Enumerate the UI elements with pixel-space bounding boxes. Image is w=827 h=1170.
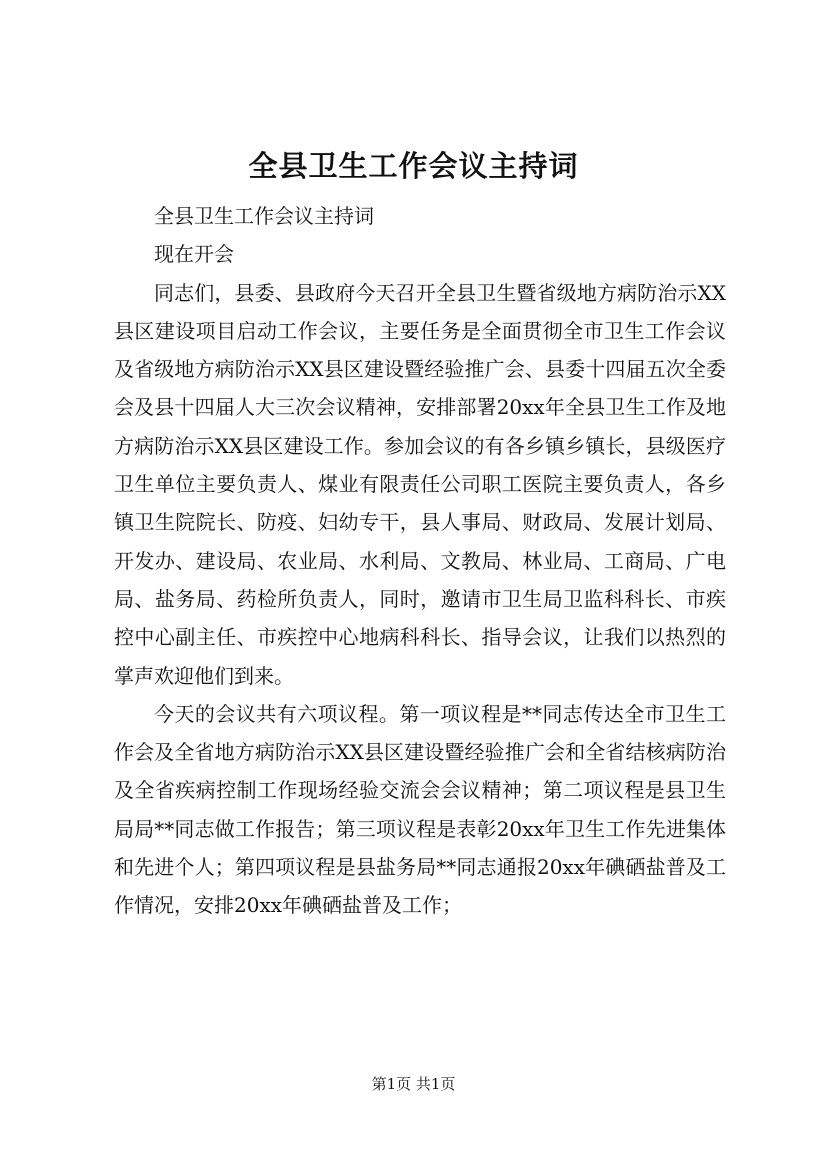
paragraph-opening: 现在开会 bbox=[154, 242, 234, 267]
page-number-label: 第1页 共1页 bbox=[371, 1075, 456, 1093]
document-title: 全县卫生工作会议主持词 bbox=[248, 149, 579, 183]
paragraph-introduction: 同志们，县委、县政府今天召开全县卫生暨省级地方病防治示XX县区建设项目启动工作会议，主要任务是全面贯彻全市卫生工作会议及省级地方病防治示XX县区建设暨经验推广会、县委十四届五次全委会及县十四届人大三次会议精神，安排部署20xx年全县卫生工作及地方病防治示XX县区建设工作。参加会议的有各乡镇乡镇长，县级医疗卫生单位主要负责人、煤业有限责任公司职工医院主要负责人，各乡镇卫生院院长、防疫、妇幼专干，县人事局、财政局、发展计划局、开发办、建设局、农业局、水利局、文教局、林业局、工商局、广电局、盐务局、药检所负责人，同时，邀请市卫生局卫监科科长、市疾控中心副主任、市疾控中心地病科科长、指导会议，让我们以热烈的掌声欢迎他们到来。 bbox=[114, 280, 726, 688]
document-body bbox=[114, 197, 726, 925]
paragraph-agenda: 今天的会议共有六项议程。第一项议程是**同志传达全市卫生工作会及全省地方病防治示XX县区建设暨经验推广会和全省结核病防治及全省疾病控制工作现场经验交流会会议精神；第二项议程是县卫生局局**同志做工作报告；第三项议程是表彰20xx年卫生工作先进集体和先进个人；第四项议程是县盐务局**同志通报20xx年碘硒盐普及工作情况，安排20xx年碘硒盐普及工作； bbox=[114, 701, 726, 918]
paragraph-subtitle: 全县卫生工作会议主持词 bbox=[154, 204, 374, 228]
page-footer bbox=[0, 1074, 827, 1094]
